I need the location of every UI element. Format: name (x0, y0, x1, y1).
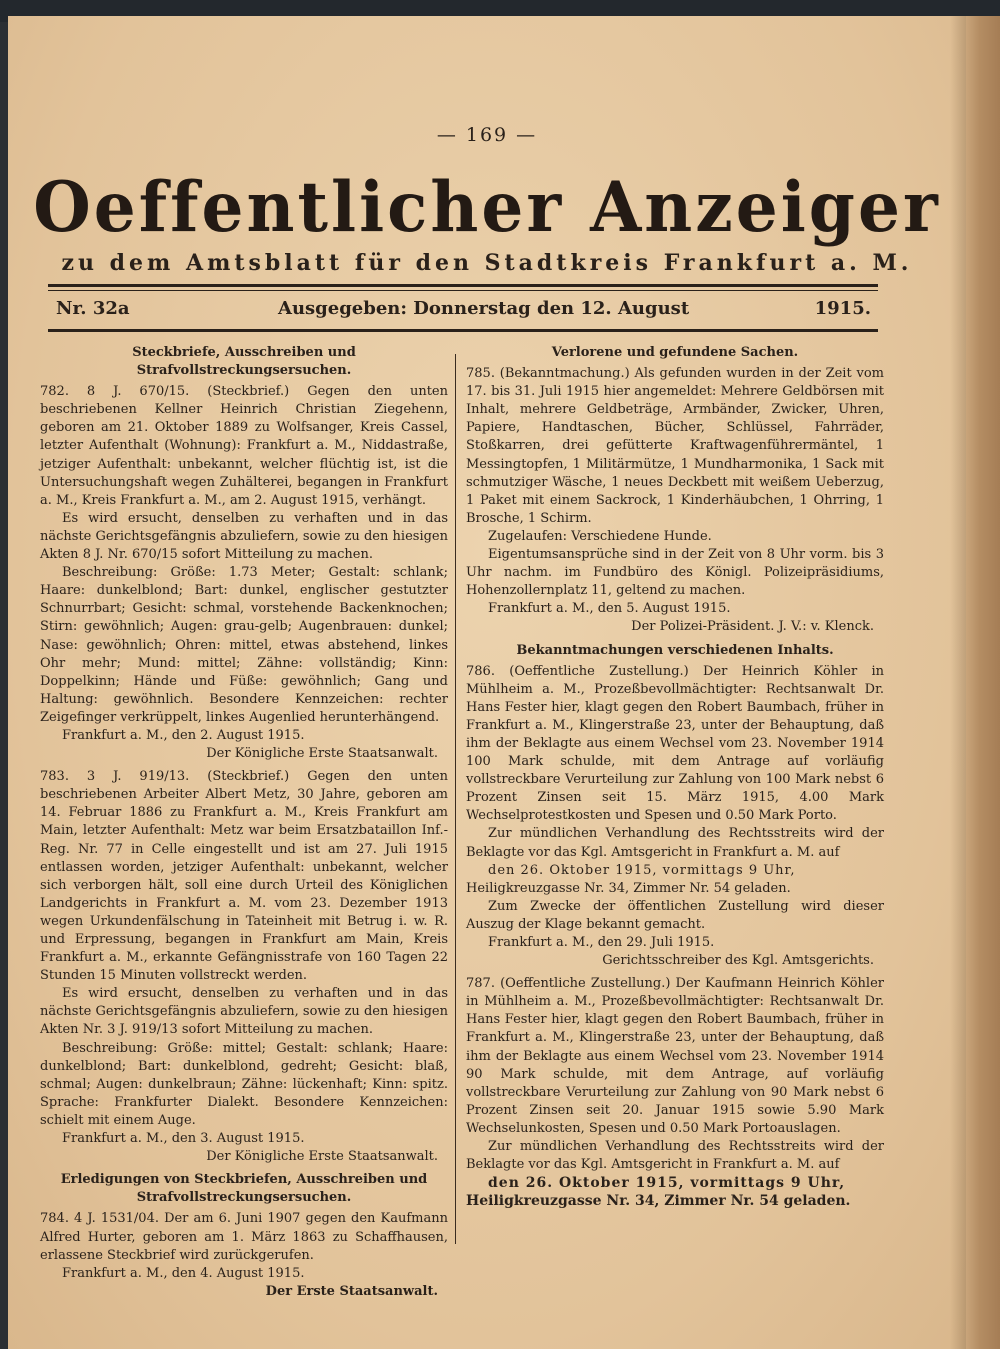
notice-paragraph: Beschreibung: Größe: mittel; Gestalt: schlank; Haare: dunkelblond; Bart: dunkelblond, gedreht; Gesicht: blaß, schmal; Augen: dunkelbraun; Zähne: lückenhaft; Kinn: spitz. Sprache: Frankfurter Dialekt. Besondere Kennzeichen: schielt mit einem Auge. (40, 1040, 448, 1128)
issue-number: Nr. 32a (56, 298, 130, 319)
notice-paragraph: 786. (Oeffentliche Zustellung.) Der Heinrich Köhler in Mühlheim a. M., Prozeßbevollmächtigter: Rechtsanwalt Dr. Hans Fester hier, klagt gegen den Robert Baumbach, früher in Frankfurt a. M., Klingerstraße 23, unter der Behauptung, daß ihm der Beklagte aus einem Wechsel vom 23. November 1914 100 Mark schulde, mit dem Antrage auf vorläufig vollstreckbare Verurteilung zur Zahlung von 100 Mark nebst 6 Prozent Zinsen seit 15. März 1915, 4.00 Mark Wechselprotestkosten und Spesen und 0.50 Mark Porto. (466, 663, 884, 824)
page-edge (966, 16, 1000, 1349)
notice-paragraph: Zur mündlichen Verhandlung des Rechtsstreits wird der Beklagte vor das Kgl. Amtsgericht in Frankfurt a. M. auf (466, 826, 884, 860)
header-rule (48, 284, 878, 287)
notice-paragraph: 785. (Bekanntmachung.) Als gefunden wurden in der Zeit vom 17. bis 31. Juli 1915 hier angemeldet: Mehrere Geldbörsen mit Inhalt, mehrere Geldbeträge, Armbänder, Zwicker, Uhren, Papiere, Handtaschen, Bücher, Schlüssel, Fahrräder, Stoßkarren, drei gefütterte Kraftwagenführermäntel, 1 Messingtopfen, 1 Militärmütze, 1 Mundharmonika, 1 Sack mit schmutziger Wäsche, 1 neues Deckbett mit weißem Ueberzug, 1 Paket mit einem Sackrock, 1 Kinderhäubchen, 1 Ohrring, 1 Brosche, 1 Schirm. (466, 366, 884, 526)
page-number: — 169 — (436, 124, 538, 146)
issue-date: Ausgegeben: Donnerstag den 12. August (278, 298, 690, 319)
masthead-title: Oeffentlicher Anzeiger (33, 166, 941, 248)
notice-paragraph: Beschreibung: Größe: 1.73 Meter; Gestalt: schlank; Haare: dunkelblond; Bart: dunkel, englischer gestutzter Schnurrbart; Gesicht: schmal, vorstehende Backenknochen; Stirn: gewöhnlich; Augen: grau-gelb; Augenbrauen: dunkel; Nase: gewöhnlich; Ohren: mittel, etwas abstehend, linkes Ohr mehr; Mund: mittel; Zähne: vollständig; Kinn: Doppelkinn; Hände und Füße: gewöhnlich; Gang und Haltung: gewöhnlich. Besondere Kennzeichen: rechter Zeigefinger verkrüppelt, linkes Augenlied herunterhängend. (40, 565, 448, 725)
notice-paragraph: 787. (Oeffentliche Zustellung.) Der Kaufmann Heinrich Köhler in Mühlheim a. M., Prozeßbevollmächtigter: Rechtsanwalt Dr. Hans Fester hier, klagt gegen den Robert Baumbach, früher in Frankfurt a. M., Klingerstraße 23, unter der Behauptung, daß ihm der Beklagte aus einem Wechsel vom 23. November 1914 90 Mark schulde, mit dem Antrage, auf vorläufig vollstreckbare Verurteilung zur Zahlung von 90 Mark nebst 6 Prozent Zinsen seit 20. Januar 1915 sowie 5.90 Mark Wechselunkosten, Spesen und 0.50 Mark Portoauslagen. (466, 976, 884, 1136)
notice-paragraph: 782. 8 J. 670/15. (Steckbrief.) Gegen den unten beschriebenen Kellner Heinrich Christian Ziegehenn, geboren am 21. Oktober 1889 zu Wolfsanger, Kreis Cassel, letzter Aufenthalt (Wohnung): Frankfurt a. M., Niddastraße, jetziger Aufenthalt: unbekannt, welcher flüchtig ist, ist die Untersuchungshaft wegen Zuhälterei, begangen in Frankfurt a. M., Kreis Frankfurt a. M., am 2. August 1915, verhängt. (40, 384, 448, 508)
notice-dateline: Frankfurt a. M., den 29. Juli 1915. (488, 935, 715, 950)
header-rule-bottom (48, 329, 878, 332)
hearing-location: Heiligkreuzgasse Nr. 34, Zimmer Nr. 54 geladen. (466, 880, 791, 896)
notice-paragraph: Es wird ersucht, denselben zu verhaften und in das nächste Gerichtsgefängnis abzuliefern, sowie zu den hiesigen Akten Nr. 3 J. 919/13 sofort Mitteilung zu machen. (40, 986, 448, 1038)
notice-dateline: Frankfurt a. M., den 4. August 1915. (62, 1265, 305, 1281)
notice-dateline: Frankfurt a. M., den 5. August 1915. (488, 601, 731, 617)
section-title: Verlorene und gefundene Sachen. (551, 345, 799, 360)
notice-signature: Der Königliche Erste Staatsanwalt. (206, 746, 438, 762)
header-rule-thin (48, 290, 878, 291)
notice-paragraph: 784. 4 J. 1531/04. Der am 6. Juni 1907 gegen den Kaufmann Alfred Hurter, geboren am 1. März 1863 zu Schaffhausen, erlassene Steckbrief wird zurückgerufen. (40, 1211, 448, 1263)
page-shadow (950, 16, 966, 1349)
masthead-subtitle: zu dem Amtsblatt für den Stadtkreis Frankfurt a. M. (61, 250, 913, 276)
hearing-location: Heiligkreuzgasse Nr. 34, Zimmer Nr. 54 geladen. (466, 1193, 851, 1210)
notice-signature: Der Königliche Erste Staatsanwalt. (206, 1149, 438, 1165)
notice-paragraph: Zur mündlichen Verhandlung des Rechtsstreits wird der Beklagte vor das Kgl. Amtsgericht in Frankfurt a. M. auf (466, 1139, 884, 1173)
hearing-date: den 26. Oktober 1915, vormittags 9 Uhr, (488, 1175, 846, 1192)
notice-signature: Der Erste Staatsanwalt. (265, 1283, 438, 1299)
section-title: Steckbriefe, Ausschreiben und Strafvollstreckungsersuchen. (132, 345, 356, 379)
notice-signature: Der Polizei-Präsident. J. V.: v. Klenck. (631, 619, 874, 635)
notice-paragraph: 783. 3 J. 919/13. (Steckbrief.) Gegen den unten beschriebenen Arbeiter Albert Metz, 30 Jahre, geboren am 14. Februar 1886 zu Frankfurt a. M., Kreis Frankfurt am Main, letzter Aufenthalt: Metz war beim Ersatzbataillon Inf.-Reg. Nr. 77 in Celle eingestellt und ist am 27. Juli 1915 entlassen worden, jetziger Aufenthalt: unbekannt, welcher sich verborgen hält, soll eine durch Urteil des Königlichen Landgerichts in Frankfurt a. M. vom 23. Dezember 1913 wegen Urkundenfälschung in Tateinheit mit Betrug i. w. R. und Erpressung, begangen in Frankfurt am Main, Kreis Frankfurt a. M., erkannte Gefängnisstrafe von 160 Tagen 22 Stunden 15 Minuten vollstreckt werden. (40, 769, 448, 984)
right-column (466, 344, 884, 1210)
left-column (40, 344, 448, 1301)
notice-dateline: Frankfurt a. M., den 3. August 1915. (62, 1131, 305, 1147)
notice-paragraph: Eigentumsansprüche sind in der Zeit von 8 Uhr vorm. bis 3 Uhr nachm. im Fundbüro des Königl. Polizeipräsidiums, Hohenzollernplatz 11, geltend zu machen. (466, 547, 884, 599)
issue-row (56, 298, 871, 324)
section-title: Bekanntmachungen verschiedenen Inhalts. (516, 642, 834, 658)
newspaper-page (8, 16, 966, 1349)
notice-paragraph: Zum Zwecke der öffentlichen Zustellung wird dieser Auszug der Klage bekannt gemacht. (466, 898, 884, 932)
column-divider (455, 354, 456, 1244)
notice-signature: Gerichtsschreiber des Kgl. Amtsgerichts. (602, 953, 874, 969)
notice-dateline: Frankfurt a. M., den 2. August 1915. (62, 727, 305, 743)
issue-year: 1915. (814, 298, 871, 319)
notice-paragraph: Zugelaufen: Verschiedene Hunde. (488, 528, 712, 544)
hearing-date: den 26. Oktober 1915, vormittags 9 Uhr, (488, 862, 796, 878)
section-title: Erledigungen von Steckbriefen, Ausschreiben und Strafvollstreckungsersuchen. (60, 1172, 428, 1206)
notice-paragraph: Es wird ersucht, denselben zu verhaften und in das nächste Gerichtsgefängnis abzuliefern, sowie zu den hiesigen Akten 8 J. Nr. 670/15 sofort Mitteilung zu machen. (40, 510, 448, 563)
